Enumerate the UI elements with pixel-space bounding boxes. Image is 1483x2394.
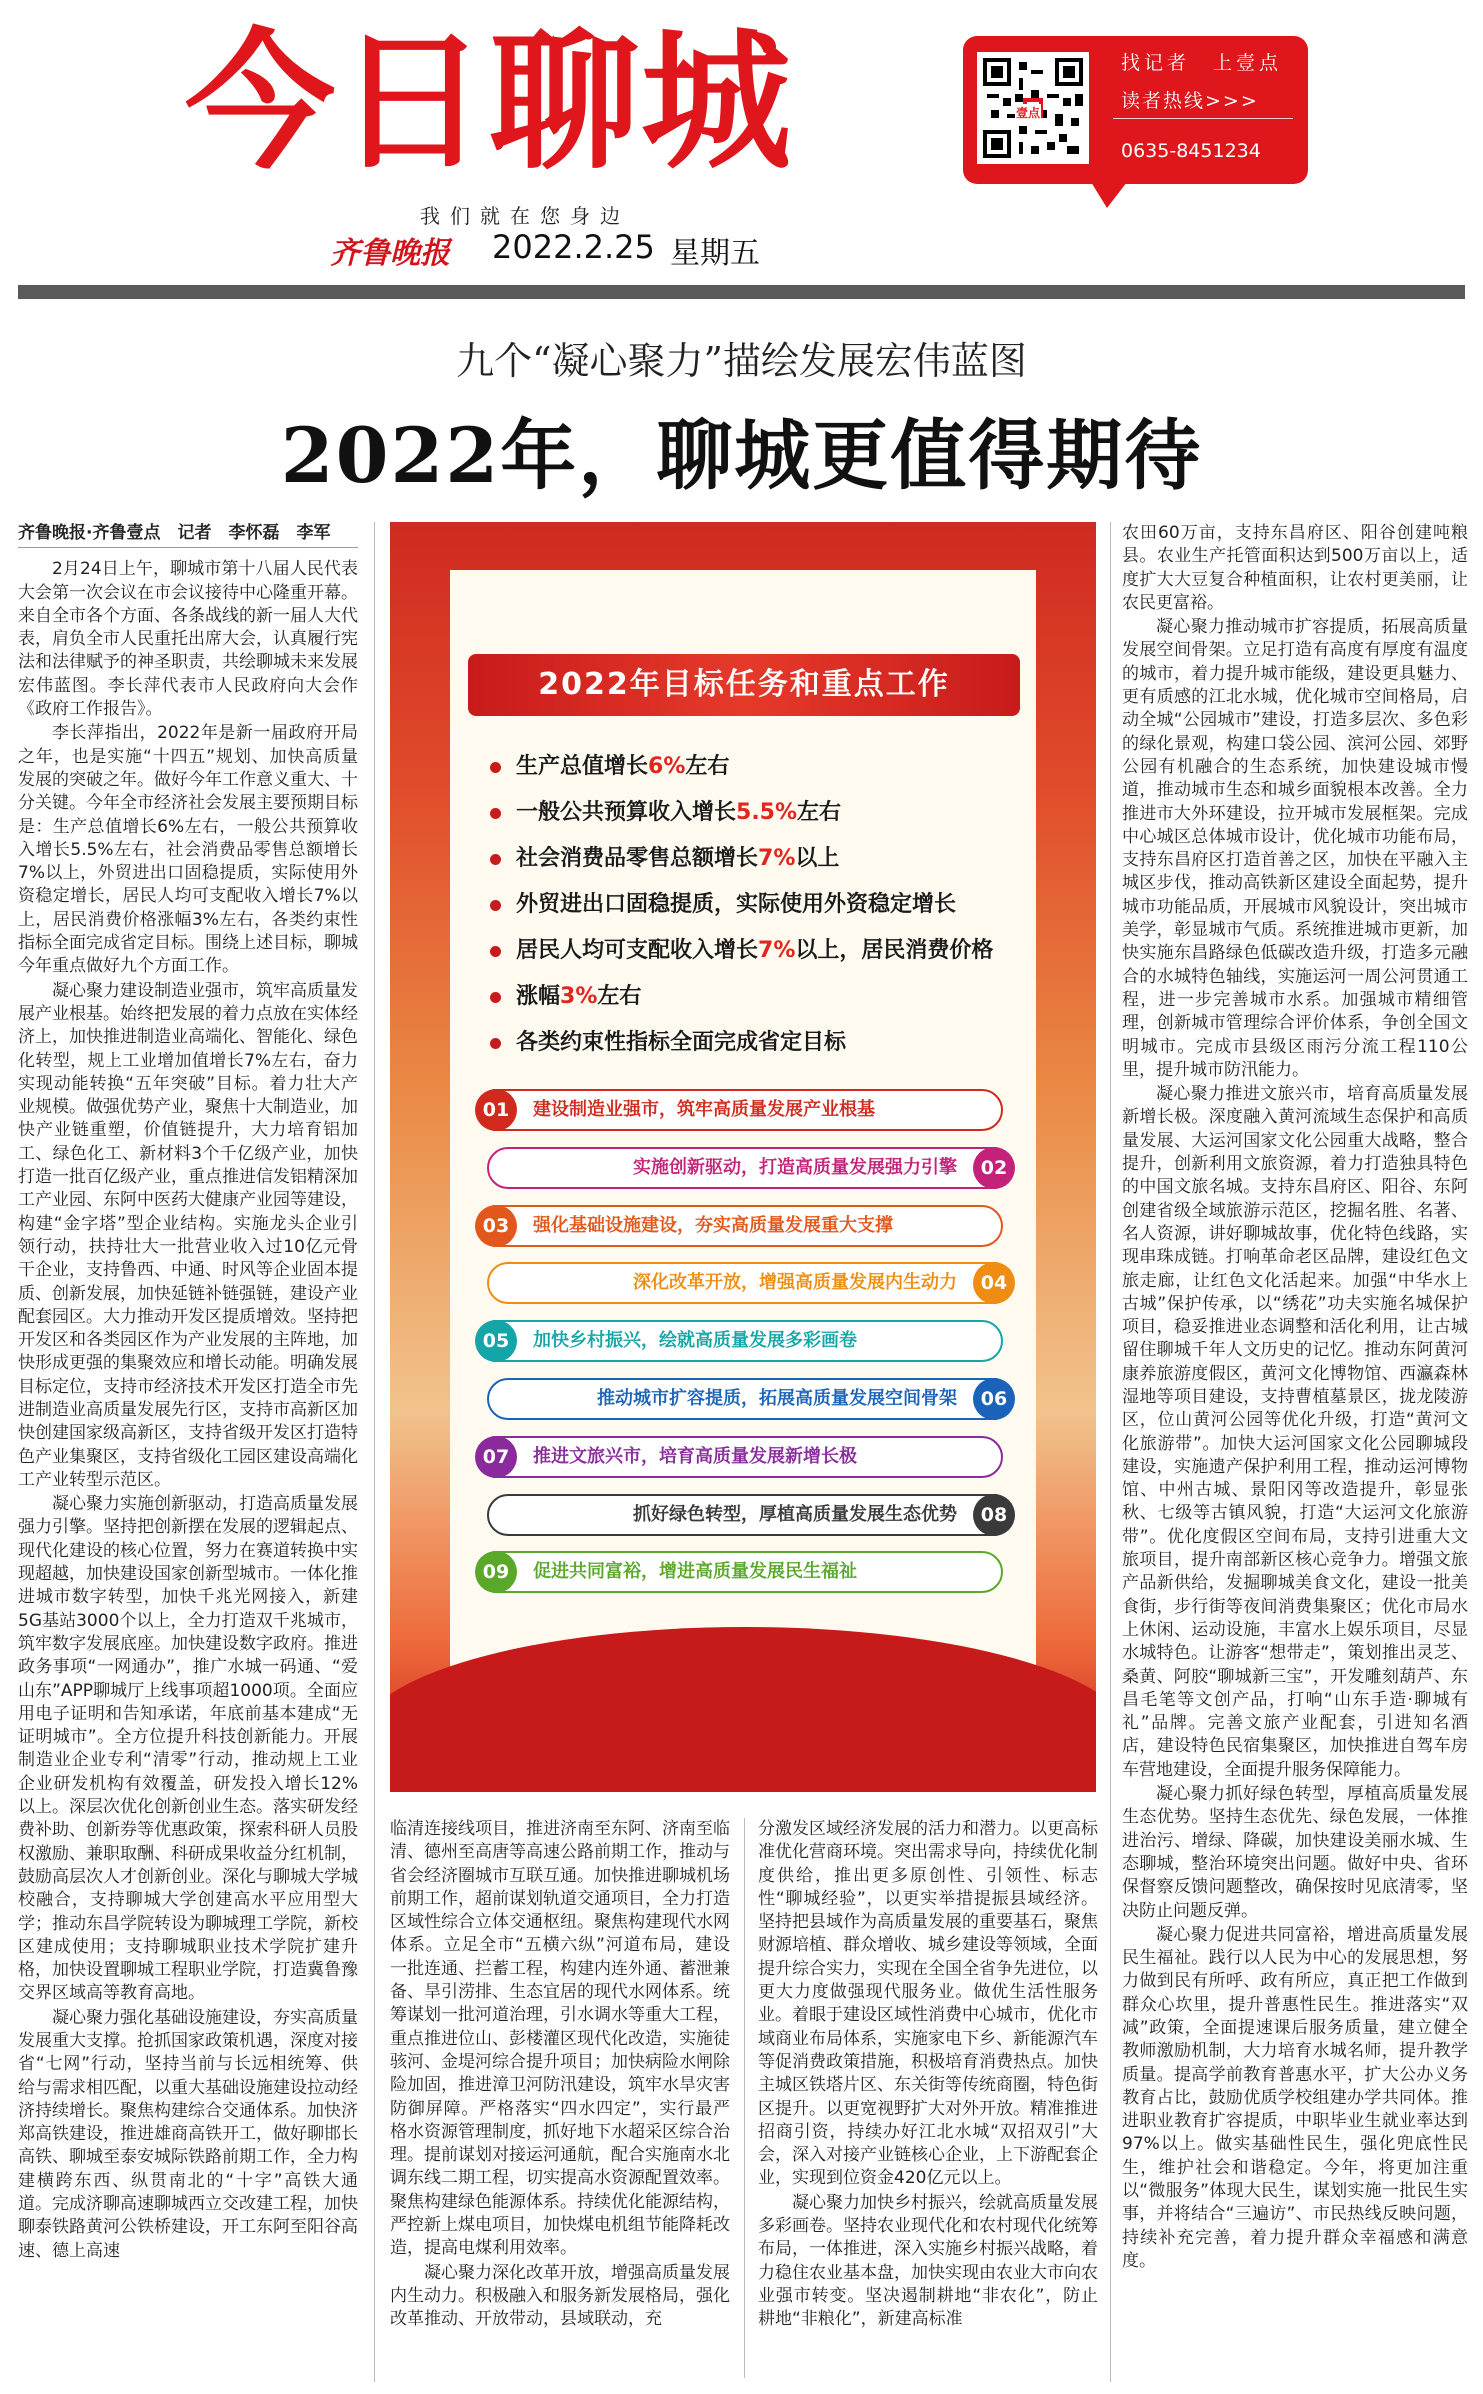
paragraph: 农田60万亩，支持东昌府区、阳谷创建吨粮县。农业生产托管面积达到500万亩以上，适度扩大大豆复合种植面积，让农村更美丽，让农民更富裕。 [1122,523,1468,613]
hotline-label: 读者热线>>> [1121,90,1259,112]
task-number: 01 [475,1089,517,1131]
article-kicker: 九个“凝心聚力”描绘发展宏伟蓝图 [456,339,1027,383]
task-number: 09 [475,1551,517,1593]
task-text: 深化改革开放，增强高质量发展内生动力 [633,1272,957,1294]
column-divider [1110,522,1111,2382]
task-text: 推进文旅兴市，培育高质量发展新增长极 [533,1445,857,1467]
paragraph: 凝心聚力实施创新驱动，打造高质量发展强力引擎。坚持把创新摆在发展的逻辑起点、现代化建设的核心位置，努力在赛道转换中实现超越，加快建设国家创新型城市。一体化推进城市数字转型，加快千兆光网接入，新建5G基站3000个以上，全力打造双千兆城市，筑牢数字发展底座。加快建设数字政府。推进政务事项“一网通办”，推广水城一码通、“爱山东”APP聊城厅上线事项超1000项。全面应用电子证明和告知承诺，年底前基本建成“无证明城市”。全方位提升科技创新能力。开展制造业企业专利“清零”行动，推动规上工业企业研发机构有效覆盖，研发投入增长12%以上。深层次优化创新创业生态。落实研发经费补助、创新券等优惠政策，探索科研人员股权激励、兼职取酬、科研成果收益分红机制，鼓励高层次人才创新创业。深化与聊城大学城校融合，支持聊城大学创建高水平应用型大学；推动东昌学院转设为聊城理工学院，新校区建成使用；支持聊城职业技术学院扩建升格，加快设置聊城工程职业学院，打造冀鲁豫交界区域高等教育高地。 [18,1494,358,2004]
paragraph: 凝心聚力抓好绿色转型，厚植高质量发展生态优势。坚持生态优先、绿色发展，一体推进治污、增绿、降碳，加快建设美丽水城、生态聊城，整治环境突出问题。做好中央、省环保督察反馈问题整改，确保按时见底清零，坚决防止问题反弹。 [1122,1784,1468,1921]
article-column-1 [18,522,358,2382]
paragraph: 2月24日上午，聊城市第十八届人民代表大会第一次会议在市会议接待中心隆重开幕。来自全市各个方面、各条战线的新一届人大代表，肩负全市人民重托出席大会，认真履行宪法和法律赋予的神圣职责，共绘聊城未来发展宏伟蓝图。李长萍代表市人民政府向大会作《政府工作报告》。 [18,559,358,720]
task-number: 08 [973,1494,1015,1536]
column-divider [374,522,375,2382]
task-item [475,1551,1015,1593]
paragraph: 凝心聚力推动城市扩容提质，拓展高质量发展空间骨架。立足打造有高度有厚度有温度的城市，着力提升城市能级，建设更具魅力、更有质感的江北水城，优化城市空间格局，启动全城“公园城市”建设，打造多层次、多色彩的绿化景观，构建口袋公园、滨河公园、郊野公园有机融合的生态系统，加快建设城市慢道，推动城市生态和城乡面貌根本改善。全力推进市大外环建设，拉开城市发展框架。完成中心城区总体城市设计，优化城市功能布局，支持东昌府区打造首善之区，加快在平融入主城区步伐，推动高铁新区建设全面起势，提升城市功能品质，开展城市风貌设计，突出城市美学，彰显城市气质。系统推进城市更新，加快实施东昌路绿色低碳改造升级，打造多元融合的水城特色轴线，实施运河一周公河贯通工程，进一步完善城市水系。加强城市精细管理，创新城市管理综合评价体系，争创全国文明城市。完成市县级区雨污分流工程110公里，提升城市防汛能力。 [1122,617,1468,1080]
divider [1113,118,1293,119]
article-column-3 [758,1818,1098,2378]
issue-weekday: 星期五 [670,236,760,271]
task-text: 推动城市扩容提质，拓展高质量发展空间骨架 [597,1387,957,1409]
task-number: 07 [475,1436,517,1478]
article-column-4 [1122,522,1468,2382]
task-number: 02 [973,1147,1015,1189]
goal-item: 生产总值增长6%左右 [486,744,1006,790]
task-text: 促进共同富裕，增进高质量发展民生福祉 [533,1561,857,1583]
goal-item: 社会消费品零售总额增长7%以上 [486,836,1006,882]
newspaper-title: 今日聊城 [185,16,794,190]
infographic-panel [390,522,1096,1792]
contact-bubble [963,36,1308,184]
paragraph: 凝心聚力深化改革开放，增强高质量发展内生动力。积极融入和服务新发展格局，强化改革推动、开放带动，县域联动，充 [390,2262,730,2330]
task-item [475,1378,1015,1420]
issue-date: 2022.2.25 [492,228,655,266]
header-rule [18,285,1465,299]
paragraph: 凝心聚力建设制造业强市，筑牢高质量发展产业根基。始终把发展的着力点放在实体经济上，加快推进制造业高端化、智能化、绿色化转型，规上工业增加值增长7%左右，奋力实现动能转换“五年突破”目标。着力壮大产业规模。做强优势产业，聚焦十大制造业，加快产业链重塑，价值链提升，大力培育铝加工、绿色化工、新材料3个千亿级产业，加快打造一批百亿级产业，重点推进信发铝精深加工产业园、东阿中医药大健康产业园等建设，构建“金字塔”型企业结构。实施龙头企业引领行动，扶持壮大一批营业收入过10亿元骨干企业，支持鲁西、中通、时风等企业固本提质、创新发展，加快延链补链强链，建设产业配套园区。大力推动开发区提质增效。坚持把开发区和各类园区作为产业发展的主阵地，加快形成更强的集聚效应和增长动能。明确发展目标定位，支持市经济技术开发区打造全市先进制造业高质量发展先行区，支持市高新区加快创建国家级高新区，支持省级开发区打造特色产业集聚区，支持省级化工园区建设高端化工产业转型示范区。 [18,980,358,1490]
paragraph: 凝心聚力强化基础设施建设，夯实高质量发展重大支撑。抢抓国家政策机遇，深度对接省“七网”行动，坚持当前与长远相统筹、供给与需求相匹配，以重大基础设施建设拉动经济持续增长。聚焦构建综合交通体系。加快济郑高铁建设，推进雄商高铁开工，做好聊邯长高铁、聊城至泰安城际铁路前期工作，全力构建横跨东西、纵贯南北的“十字”高铁大通道。完成济聊高速聊城西立交改建工程，加快聊泰铁路黄河公铁桥建设，开工东阿至阳谷高速、德上高速 [18,2007,358,2261]
tasks-list [475,1089,1015,1609]
paragraph: 凝心聚力促进共同富裕，增进高质量发展民生福祉。践行以人民为中心的发展思想，努力做到民有所呼、政有所应，真正把工作做到群众心坎里，提升普惠性民生。推进落实“双减”政策，全面提速课后服务质量，建立健全教师激励机制，大力培育水城名师，提升教学质量。提高学前教育普惠水平，扩大公办义务教育占比，鼓励优质学校组建办学共同体。推进职业教育扩容提质，中职毕业生就业率达到97%以上。做实基础性民生，强化兜底性民生，维护社会和谐稳定。今年，将更加注重以“微服务”体现大民生，谋划实施一批民生实事，并将结合“三遍访”、市民热线反映问题，持续补充完善，着力提升群众幸福感和满意度。 [1122,1924,1468,2271]
task-item [475,1147,1015,1189]
qr-code-icon[interactable] [977,52,1089,164]
article-column-2 [390,1818,730,2378]
paragraph: 临清连接线项目，推进济南至东阿、济南至临清、德州至高唐等高速公路前期工作，推动与省会经济圈城市互联互通。加快推进聊城机场前期工作，超前谋划轨道交通项目，全力打造区域性综合立体交通枢纽。聚焦构建现代水网体系。立足全市“五横六纵”河道布局，建设一批连通、拦蓄工程，构建内连外通、蓄泄兼备、旱引涝排、生态宜居的现代水网体系。统筹谋划一批河道治理，引水调水等重大工程，重点推进位山、彭楼灌区现代化改造，实施徒骇河、金堤河综合提升项目；加快病险水闸除险加固，推进漳卫河防汛建设，筑牢水旱灾害防御屏障。严格落实“四水四定”，实行最严格水资源管理制度，抓好地下水超采区综合治理。提前谋划对接运河通航，配合实施南水北调东线二期工程，切实提高水资源配置效率。聚焦构建绿色能源体系。持续优化能源结构，严控新上煤电项目，加快煤电机组节能降耗改造，提高电煤利用效率。 [390,1819,730,2259]
task-item [475,1494,1015,1536]
task-item [475,1436,1015,1478]
hotline-phone[interactable]: 0635-8451234 [1121,140,1261,162]
task-item [475,1205,1015,1247]
byline: 齐鲁晚报·齐鲁壹点 记者 李怀磊 李军 [18,522,358,548]
task-item [475,1262,1015,1304]
task-text: 实施创新驱动，打造高质量发展强力引擎 [633,1156,957,1178]
task-text: 加快乡村振兴，绘就高质量发展多彩画卷 [533,1330,857,1352]
parent-newspaper-logo: 齐鲁晚报 [330,236,450,271]
slogan: 我们就在您身边 [420,204,630,228]
task-number: 03 [475,1205,517,1247]
paragraph: 凝心聚力加快乡村振兴，绘就高质量发展多彩画卷。坚持农业现代化和农村现代化统筹布局，一体推进，深入实施乡村振兴战略，着力稳住农业基本盘，加快实现由农业大市向农业强市转变。坚决遏制耕地“非农化”，防止耕地“非粮化”，新建高标准 [758,2192,1098,2330]
goal-item: 外贸进出口固稳提质，实际使用外资稳定增长 [486,882,1006,928]
paragraph: 分激发区域经济发展的活力和潜力。以更高标准优化营商环境。突出需求导向，持续优化制度供给，推出更多原创性、引领性、标志性“聊城经验”，以更实举措提振县域经济。坚持把县域作为高质量发展的重要基石，聚焦财源培植、群众增收、城乡建设等领域，全面提升综合实力，实现在全国全省争先进位，以更大力度做强现代服务业。做优生活性服务业。着眼于建设区域性消费中心城市，优化市域商业布局体系，实施家电下乡、新能源汽车等促消费政策措施，积极培育消费热点。加快主城区铁塔片区、东关街等传统商圈，特色街区提升。以更宽视野扩大对外开放。精准推进招商引资，持续办好江北水城“双招双引”大会，深入对接产业链核心企业，上下游配套企业，实现到位资金420亿元以上。 [758,1819,1098,2189]
task-number: 06 [973,1378,1015,1420]
goal-item: 居民人均可支配收入增长7%以上，居民消费价格 [486,928,1006,974]
task-number: 05 [475,1320,517,1362]
qr-badge: 壹点 [1016,106,1041,120]
task-item [475,1320,1015,1362]
paragraph: 李长萍指出，2022年是新一届政府开局之年，也是实施“十四五”规划、加快高质量发展的突破之年。做好今年工作意义重大、十分关键。今年全市经济社会发展主要预期目标是：生产总值增长6%左右，一般公共预算收入增长5.5%左右，社会消费品零售总额增长7%以上，外贸进出口固稳提质，实际使用外资稳定增长，居民人均可支配收入增长7%以上，居民消费价格涨幅3%左右，各类约束性指标全面完成省定目标。围绕上述目标，聊城今年重点做好九个方面工作。 [18,723,358,977]
panel-title: 2022年目标任务和重点工作 [468,654,1020,716]
task-item [475,1089,1015,1131]
goals-list [486,744,1006,1066]
masthead [0,0,1483,290]
find-reporter-label: 找记者 上壹点 [1121,52,1283,74]
bubble-tail [1091,182,1127,208]
goal-item: 一般公共预算收入增长5.5%左右 [486,790,1006,836]
goal-item: 各类约束性指标全面完成省定目标 [486,1020,1006,1066]
task-text: 抓好绿色转型，厚植高质量发展生态优势 [633,1503,957,1525]
column-divider [744,1818,745,2378]
paragraph: 凝心聚力推进文旅兴市，培育高质量发展新增长极。深度融入黄河流域生态保护和高质量发展、大运河国家文化公园重大战略，整合提升，创新利用文旅资源，着力打造独具特色的中国文旅名城。支持东昌府区、阳谷、东阿创建省级全域旅游示范区，挖掘名胜、名著、名人资源，讲好聊城故事，优化特色线路，实现串珠成链。打响革命老区品牌，建设红色文旅走廊，让红色文化活起来。加强“中华水上古城”保护传承，以“绣花”功夫实施名城保护项目，稳妥推进业态调整和活化利用，让古城留住聊城千年人文历史的记忆。推动东阿黄河康养旅游度假区，黄河文化博物馆、西瀛森林湿地等项目建设，支持曹植墓景区，拢龙陵游区，位山黄河公园等优化升级，打造“黄河文化旅游带”。加快大运河国家文化公园聊城段建设，实施遗产保护利用工程，推动运河博物馆、中州古城、景阳冈等改造提升，彰显张秋、七级等古镇风貌，打造“大运河文化旅游带”。优化度假区空间布局，支持引进重大文旅项目，提升南部新区核心竞争力。增强文旅产品新供给，发掘聊城美食文化，建设一批美食街，步行街等夜间消费集聚区；优化市局水上休闲、运动设施，丰富水上娱乐项目，尽显水城特色。让游客“想带走”，策划推出灵芝、桑黄、阿胶“聊城新三宝”，开发雕刻葫芦、东昌毛笔等文创产品，打响“山东手造·聊城有礼”品牌。完善文旅产业配套，引进知名酒店，建设特色民宿集聚区，加快推进自驾车房车营地建设，全面提升服务保障能力。 [1122,1084,1468,1780]
task-text: 建设制造业强市，筑牢高质量发展产业根基 [533,1099,875,1120]
task-text: 强化基础设施建设，夯实高质量发展重大支撑 [533,1214,893,1236]
task-number: 04 [973,1262,1015,1304]
article-headline: 2022年，聊城更值得期待 [280,411,1203,500]
goal-item-continued: 涨幅3%左右 [486,974,1006,1020]
